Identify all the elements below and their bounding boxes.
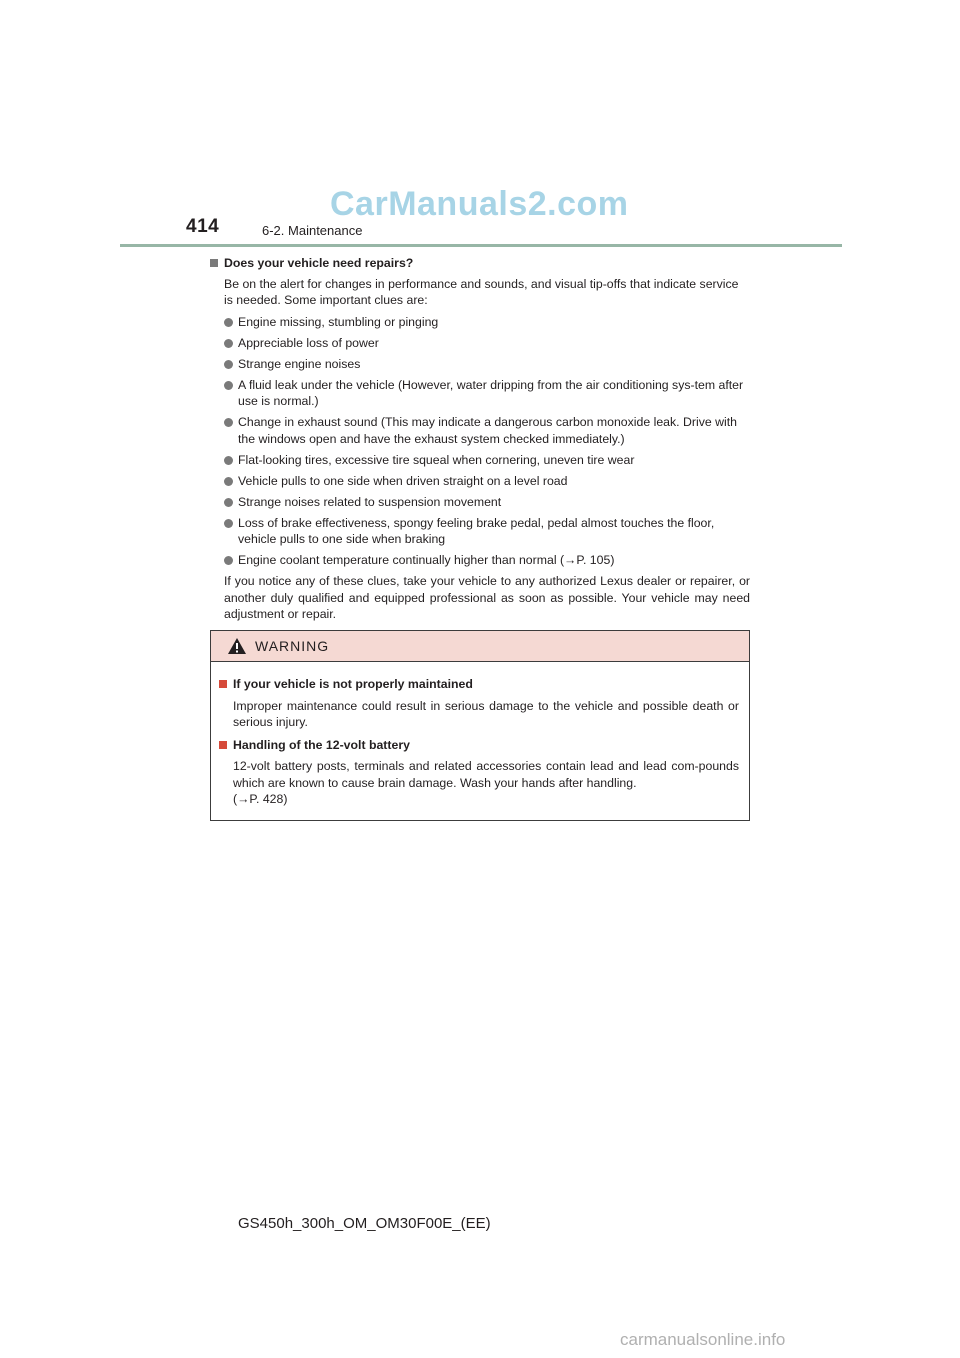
- warning-header: [211, 631, 749, 662]
- bullet-dot-icon: [224, 556, 233, 565]
- list-item: [210, 452, 750, 469]
- warning-item-heading: [219, 676, 739, 693]
- list-item: [210, 473, 750, 490]
- watermark-bottom: carmanualsonline.info: [620, 1330, 786, 1349]
- bullet-dot-icon: [224, 519, 233, 528]
- list-item: [210, 552, 750, 569]
- list-item-text: Strange engine noises: [238, 356, 361, 371]
- list-item: [210, 414, 750, 447]
- main-content: [210, 255, 750, 628]
- list-item: [210, 335, 750, 352]
- bullet-dot-icon: [224, 456, 233, 465]
- bullet-dot-icon: [224, 318, 233, 327]
- list-item-text: Loss of brake effectiveness, spongy feeling brake pedal, pedal almost touches the floor, vehicle pulls to one side when braking: [238, 515, 715, 546]
- list-item-text: Change in exhaust sound (This may indicate a dangerous carbon monoxide leak. Drive with the windows open and have the exhaust system checked immediately.): [238, 415, 737, 446]
- outro-paragraph: If you notice any of these clues, take your vehicle to any authorized Lexus dealer or repairer, or another duly qualified and equipped professional as soon as possible. Your vehicle may need adjustment or repair.: [224, 574, 750, 621]
- list-item: [210, 494, 750, 511]
- list-item-text: Engine missing, stumbling or pinging: [238, 314, 439, 329]
- bullet-dot-icon: [224, 381, 233, 390]
- square-bullet-icon: [210, 259, 218, 267]
- page-reference: (→P. 428): [233, 792, 288, 806]
- bullet-dot-icon: [224, 498, 233, 507]
- document-code: GS450h_300h_OM_OM30F00E_(EE): [238, 1215, 491, 1232]
- list-item-text: Engine coolant temperature continually higher than normal (→P. 105): [238, 553, 615, 567]
- warning-item-heading: [219, 737, 739, 754]
- section-title: 6-2. Maintenance: [262, 223, 363, 238]
- watermark-logo-top: CarManuals2.com: [330, 185, 629, 223]
- bullet-dot-icon: [224, 477, 233, 486]
- list-item: [210, 314, 750, 331]
- warning-box: [210, 630, 750, 821]
- square-bullet-icon: [219, 680, 227, 688]
- list-item-text: A fluid leak under the vehicle (However, water dripping from the air conditioning sys-tem after use is normal.): [238, 377, 744, 408]
- list-item-text: Flat-looking tires, excessive tire squeal when cornering, uneven tire wear: [238, 452, 635, 467]
- warning-triangle-icon: [227, 637, 247, 660]
- clue-list: [210, 314, 750, 569]
- bullet-dot-icon: [224, 360, 233, 369]
- list-item: [210, 515, 750, 548]
- list-item-text: Strange noises related to suspension movement: [238, 494, 502, 509]
- warning-item-body: 12-volt battery posts, terminals and related accessories contain lead and lead com-pounds which are known to cause brain damage. Wash your hands after handling.: [233, 759, 739, 790]
- heading-text: If your vehicle is not properly maintained: [233, 677, 473, 691]
- section-heading: [210, 255, 750, 272]
- list-item: [210, 377, 750, 410]
- intro-paragraph: Be on the alert for changes in performance and sounds, and visual tip-offs that indicate service is needed. Some important clues are:: [224, 276, 739, 307]
- warning-body: [211, 662, 749, 808]
- warning-label: WARNING: [255, 638, 330, 654]
- heading-text: Does your vehicle need repairs?: [224, 256, 414, 270]
- bullet-dot-icon: [224, 339, 233, 348]
- list-item: [210, 356, 750, 373]
- heading-text: Handling of the 12-volt battery: [233, 737, 410, 752]
- page-number: 414: [186, 216, 220, 237]
- square-bullet-icon: [219, 741, 227, 749]
- header-rule: [120, 244, 842, 247]
- warning-item-body: Improper maintenance could result in serious damage to the vehicle and possible death or serious injury.: [233, 698, 739, 729]
- list-item-text: Appreciable loss of power: [238, 335, 379, 350]
- bullet-dot-icon: [224, 418, 233, 427]
- list-item-text: Vehicle pulls to one side when driven straight on a level road: [238, 473, 568, 488]
